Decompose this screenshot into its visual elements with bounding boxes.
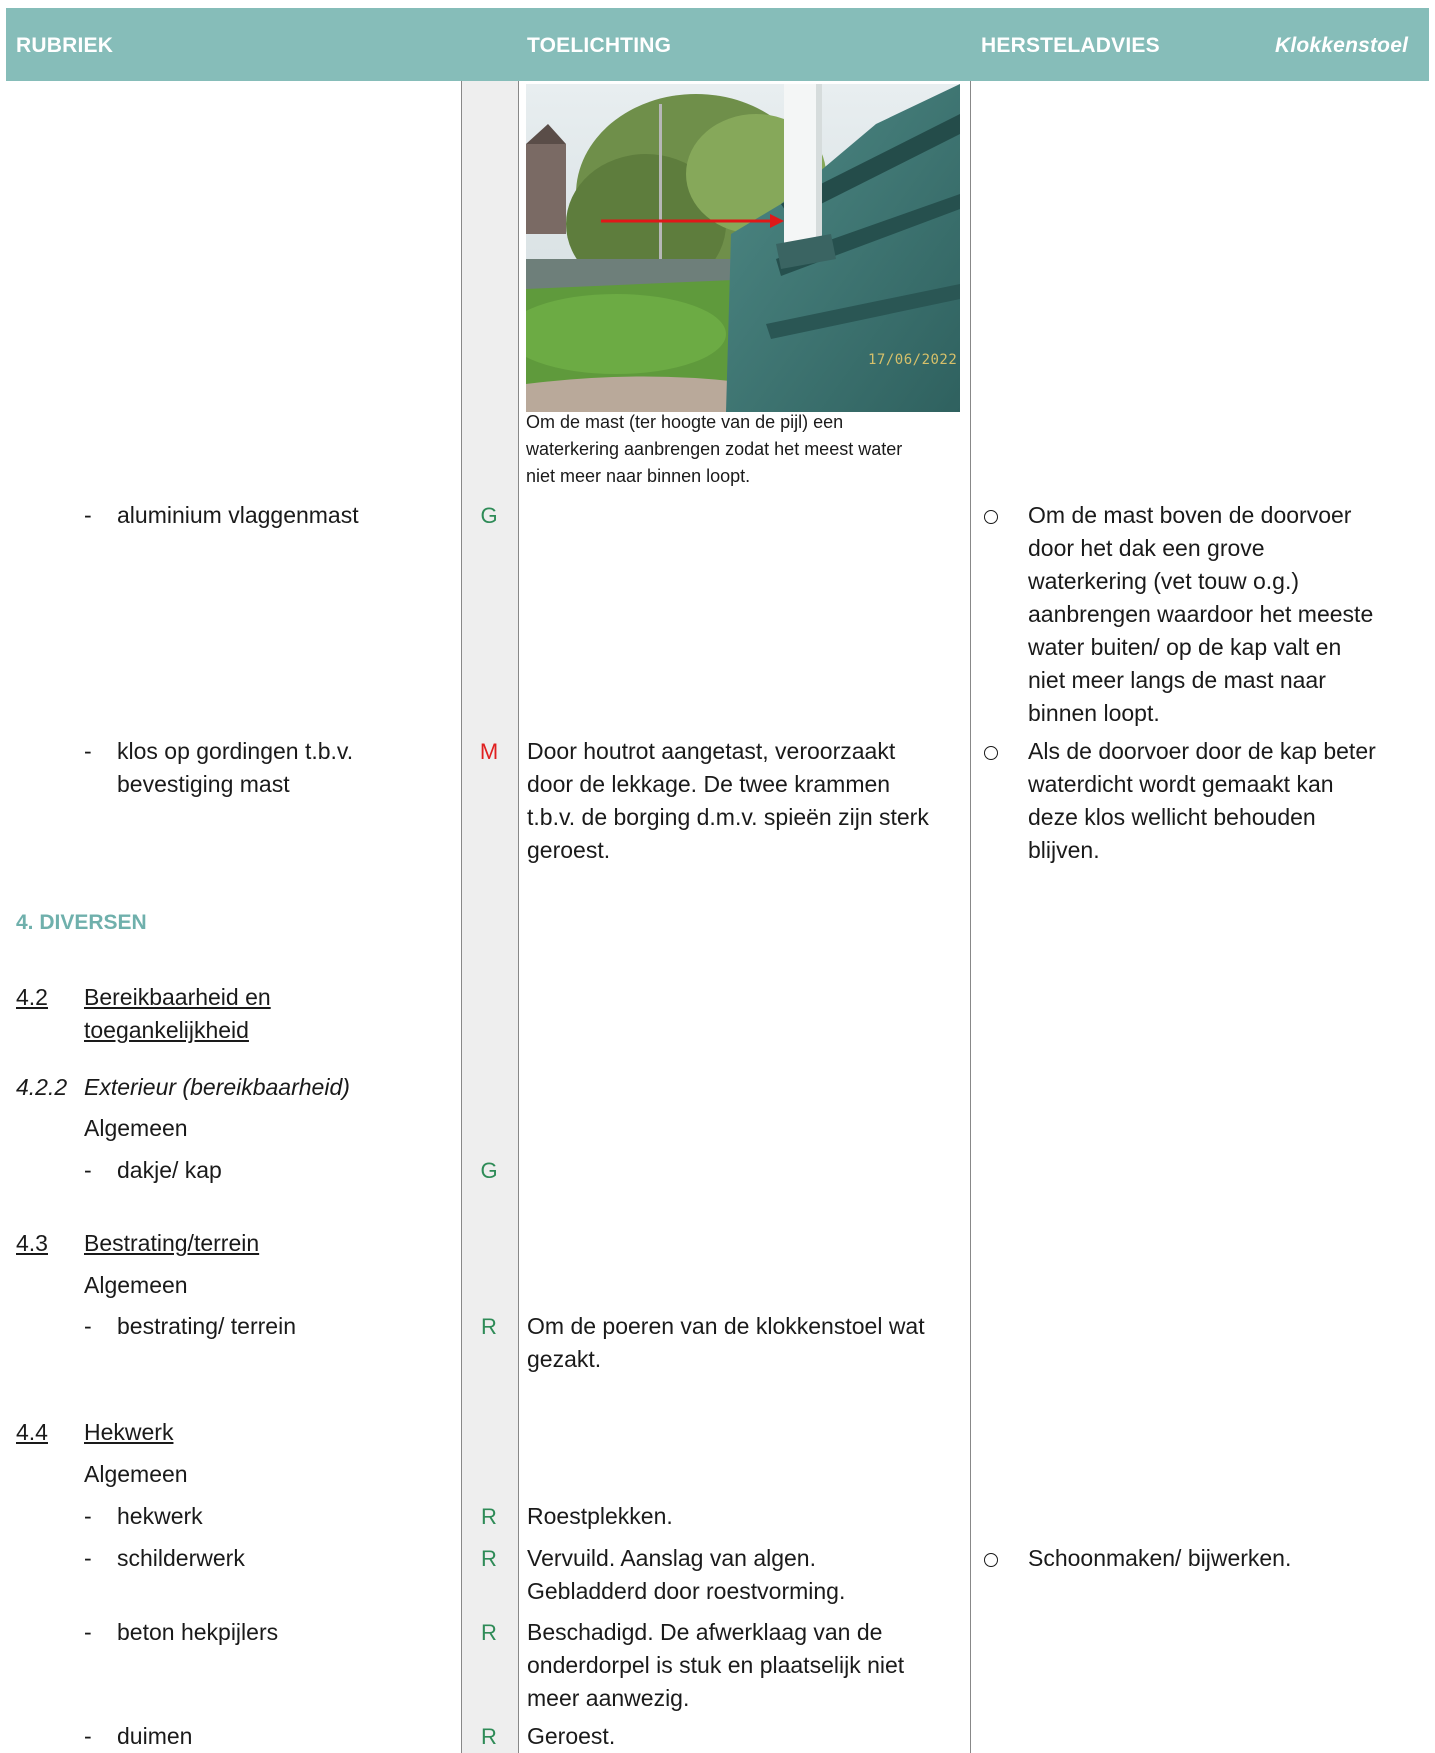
note-line: Gebladderd door roestvorming. [527, 1578, 846, 1604]
rating-badge: M [479, 739, 499, 764]
row-dash: - [84, 1313, 92, 1339]
note-line: geroest. [527, 837, 611, 863]
group-label: Algemeen [84, 1272, 188, 1298]
row-label: hekwerk [117, 1503, 203, 1529]
group-label: Algemeen [84, 1115, 188, 1141]
advice-line: waterkering (vet touw o.g.) [1028, 568, 1300, 594]
row-label: dakje/ kap [117, 1157, 222, 1183]
photo-date-stamp: 17/06/2022 [868, 352, 958, 368]
section-heading: 4. DIVERSEN [16, 911, 147, 934]
advice-line: niet meer langs de mast naar [1028, 667, 1326, 693]
subsection-title: Hekwerk [84, 1419, 174, 1445]
subsection-title: toegankelijkheid [84, 1017, 249, 1043]
subsection-title: Bereikbaarheid en [84, 984, 271, 1010]
rating-badge: G [480, 1158, 498, 1183]
note-line: Beschadigd. De afwerklaag van de [527, 1619, 883, 1645]
row-label: beton hekpijlers [117, 1619, 279, 1645]
row-dash: - [84, 1157, 92, 1183]
row-label: schilderwerk [117, 1545, 245, 1571]
note-line: door de lekkage. De twee krammen [527, 771, 891, 797]
note-line: Roestplekken. [527, 1503, 673, 1529]
bullet-circle-icon [984, 746, 998, 760]
photo-caption-line-2: waterkering aanbrengen zodat het meest water [526, 439, 903, 459]
row-label: bestrating/ terrein [117, 1313, 296, 1339]
column-divider [970, 81, 971, 1753]
advice-line: door het dak een grove [1028, 535, 1265, 561]
row-dash: - [84, 1619, 92, 1645]
row-dash: - [84, 502, 92, 528]
row-dash: - [84, 1545, 92, 1571]
subsection-number: 4.2 [16, 984, 48, 1010]
row-label: klos op gordingen t.b.v. [117, 738, 354, 764]
rating-badge: R [481, 1620, 497, 1645]
note-line: meer aanwezig. [527, 1685, 690, 1711]
photo-caption-line-3: niet meer naar binnen loopt. [526, 466, 751, 486]
rating-badge: R [481, 1724, 497, 1749]
header-object-title: Klokkenstoel [1275, 34, 1409, 57]
header-toelichting: TOELICHTING [527, 34, 672, 57]
table-header [6, 8, 1429, 81]
subsection-number: 4.4 [16, 1419, 48, 1445]
header-rubriek: RUBRIEK [16, 34, 114, 57]
advice-line: water buiten/ op de kap valt en [1028, 634, 1342, 660]
bullet-circle-icon [984, 1553, 998, 1567]
advice-line: waterdicht wordt gemaakt kan [1028, 771, 1334, 797]
subsubsection-number: 4.2.2 [16, 1074, 68, 1100]
note-line: onderdorpel is stuk en plaatselijk niet [527, 1652, 905, 1678]
rating-badge: R [481, 1314, 497, 1339]
advice-line: blijven. [1028, 837, 1100, 863]
advice-line: aanbrengen waardoor het meeste [1028, 601, 1374, 627]
row-label: duimen [117, 1723, 193, 1749]
advice-line: Als de doorvoer door de kap beter [1028, 738, 1376, 764]
note-line: gezakt. [527, 1346, 602, 1372]
note-line: Door houtrot aangetast, veroorzaakt [527, 738, 896, 764]
note-line: Geroest. [527, 1723, 616, 1749]
row-dash: - [84, 738, 92, 764]
row-label: aluminium vlaggenmast [117, 502, 359, 528]
photo-caption-line-1: Om de mast (ter hoogte van de pijl) een [526, 412, 844, 432]
row-dash: - [84, 1723, 92, 1749]
note-line: t.b.v. de borging d.m.v. spieën zijn sterk [527, 804, 929, 830]
rating-badge: R [481, 1504, 497, 1529]
rating-badge: G [480, 503, 498, 528]
bullet-circle-icon [984, 510, 998, 524]
note-line: Om de poeren van de klokkenstoel wat [527, 1313, 925, 1339]
subsubsection-title: Exterieur (bereikbaarheid) [84, 1074, 350, 1100]
rating-badge: R [481, 1546, 497, 1571]
row-label: bevestiging mast [117, 771, 290, 797]
subsection-number: 4.3 [16, 1230, 48, 1256]
row-dash: - [84, 1503, 92, 1529]
subsection-title: Bestrating/terrein [84, 1230, 260, 1256]
advice-line: deze klos wellicht behouden [1028, 804, 1316, 830]
advice-line: Schoonmaken/ bijwerken. [1028, 1545, 1292, 1571]
advice-line: binnen loopt. [1028, 700, 1160, 726]
header-hersteladvies: HERSTELADVIES [981, 34, 1160, 57]
advice-line: Om de mast boven de doorvoer [1028, 502, 1352, 528]
note-line: Vervuild. Aanslag van algen. [527, 1545, 816, 1571]
group-label: Algemeen [84, 1461, 188, 1487]
